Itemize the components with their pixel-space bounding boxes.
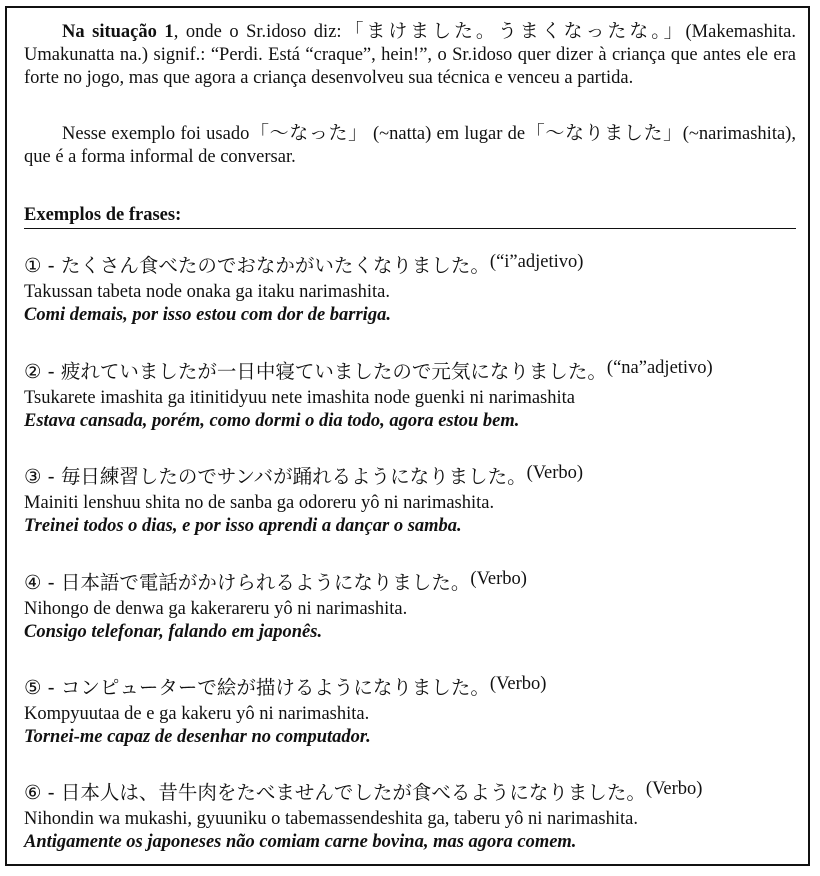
usage-text-b: (~natta) em lugar de [372,124,526,144]
usage-text-a: Nesse exemplo foi usado [62,124,250,144]
example-romaji: Mainiti lenshuu shita no de sanba ga odoreru yô ni narimashita. [24,493,495,513]
example-japanese [24,358,804,387]
intro-text-b: (Makemashita. Umakunatta na.) signif.: “Perdi. Está “craque”, hein!”, o Sr.idoso quer dizer à criança que antes ele era forte no jogo, mas que agora a criança desenvolveu sua técnica e venceu a partida. [24,22,796,88]
example-romaji: Tsukarete imashita ga itinitidyuu nete imashita node guenki ni narimashita [24,388,575,408]
example-translation: Treinei todos o dias, e por isso aprendi a dançar o samba. [24,516,462,536]
example-tag: (“na”adjetivo) [606,358,713,378]
example-japanese-text: ⑤ - コンピューターで絵が描けるようになりました。 [24,676,490,699]
example-japanese-text: ④ - 日本語で電話がかけられるようになりました。 [24,571,471,594]
example-romaji: Nihongo de denwa ga kakerareru yô ni narimashita. [24,599,408,619]
example-6 [24,779,804,854]
example-japanese [24,463,804,492]
example-3 [24,463,804,538]
example-2 [24,358,804,433]
intro-text-a: , onde o Sr.idoso diz: [173,22,342,42]
example-translation: Antigamente os japoneses não comiam carne bovina, mas agora comem. [24,832,577,852]
example-japanese [24,779,804,808]
usage-text-c: (~narimashita), que é a forma informal de conversar. [24,124,796,167]
example-1 [24,252,804,327]
examples-heading: Exemplos de frases: [24,204,796,229]
document-frame [5,6,810,866]
example-romaji: Nihondin wa mukashi, gyuuniku o tabemassendeshita ga, taberu yô ni narimashita. [24,809,638,829]
situation-lead: Na situação 1 [62,22,174,42]
example-translation: Estava cansada, porém, como dormi o dia todo, agora estou bem. [24,411,520,431]
example-translation: Comi demais, por isso estou com dor de barriga. [24,305,391,325]
example-tag: (Verbo) [470,569,527,589]
example-japanese [24,569,804,598]
example-tag: (Verbo) [645,779,703,799]
intro-paragraph [24,20,796,90]
example-japanese-text: ① - たくさん食べたのでおなかがいたくなりました。 [24,254,490,277]
example-translation: Tornei-me capaz de desenhar no computador. [24,727,371,747]
example-japanese [24,674,804,703]
example-japanese-text: ⑥ - 日本人は、昔牛肉をたべませんでしたが食べるようになりました。 [24,781,646,804]
example-japanese-text: ② - 疲れていましたが一日中寝ていましたので元気になりました。 [24,360,607,383]
example-tag: (Verbo) [489,674,547,694]
example-4 [24,569,804,644]
example-japanese-text: ③ - 毎日練習したのでサンバが踊れるようになりました。 [24,465,527,488]
usage-japanese-b: 「〜なりました」 [525,122,683,144]
example-translation: Consigo telefonar, falando em japonês. [24,622,323,642]
example-japanese [24,252,804,281]
example-5 [24,674,804,749]
example-romaji: Takussan tabeta node onaka ga itaku narimashita. [24,282,391,302]
usage-paragraph [24,122,796,169]
example-romaji: Kompyuutaa de e ga kakeru yô ni narimashita. [24,704,370,724]
example-tag: (“i”adjetivo) [489,252,584,272]
intro-japanese: 「まけました。うまくなったな。」 [341,20,686,42]
usage-japanese-a: 「〜なった」 [249,122,368,144]
example-tag: (Verbo) [526,463,584,483]
